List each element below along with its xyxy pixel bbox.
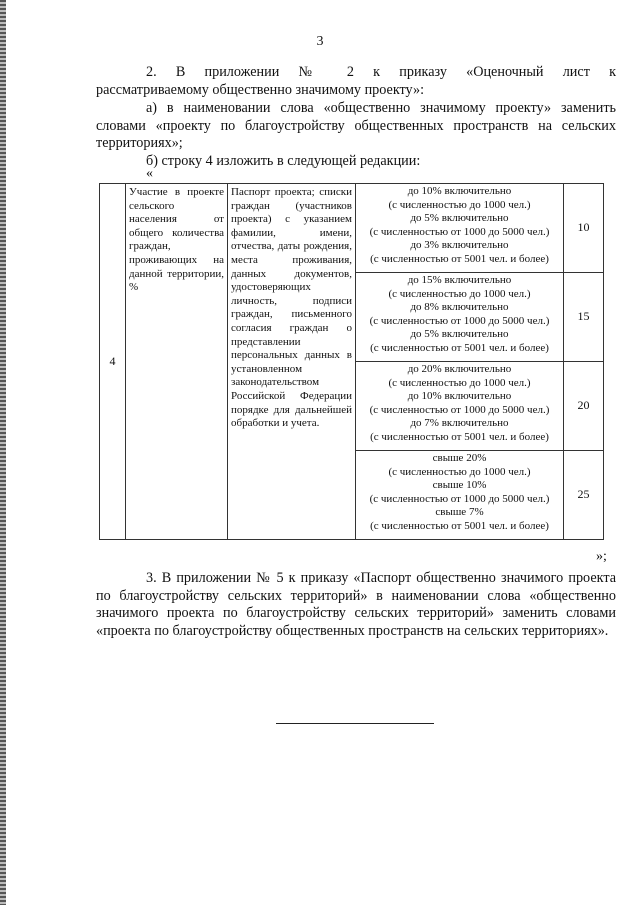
condition-line: (с численностью до 1000 чел.): [388, 465, 531, 478]
condition-line: (с численностью до 1000 чел.): [388, 287, 531, 300]
opening-quote: «: [146, 166, 153, 181]
condition-line: (с численностью от 1000 до 5000 чел.): [369, 314, 550, 327]
condition-line: до 20% включительно: [407, 363, 512, 375]
item2-subitem-a: а) в наименовании слова «общественно значимому проекту» заменить словами «проекту по благоустройству общественных пространств на сельских территориях»;: [96, 100, 616, 151]
table-row: [100, 184, 604, 273]
documents-cell: Паспорт проекта; списки граждан (участников проекта) с указанием фамилии, имени, отчества, даты рождения, места проживания, данных документов, удостоверяющих личность, подписи граждан, письменного согласия граждан о представлении персональных данных в установленном законодательством Российской Федерации порядке для дальнейшей обработки и учета.: [228, 184, 356, 540]
condition-line: (с численностью от 5001 чел. и более): [370, 341, 549, 354]
condition-line: свыше 20%: [432, 452, 487, 464]
condition-line: до 10% включительно: [407, 390, 512, 403]
condition-line: до 3% включительно: [410, 239, 509, 252]
condition-line: (с численностью до 1000 чел.): [388, 198, 531, 211]
condition-line: до 15% включительно: [407, 274, 512, 286]
scan-binding-edge: [0, 0, 6, 905]
signoff-line: [276, 723, 434, 724]
condition-line: свыше 7%: [435, 506, 484, 519]
condition-line: (с численностью от 1000 до 5000 чел.): [369, 492, 550, 505]
criteria-table: [99, 183, 604, 540]
condition-line: (с численностью от 5001 чел. и более): [370, 519, 549, 532]
condition-line: свыше 10%: [432, 479, 487, 492]
condition-line: до 5% включительно: [410, 328, 509, 341]
criterion-cell: Участие в проекте сельского населения от общего количества граждан, проживающих на данной территории, %: [126, 184, 228, 540]
score-cell: 25: [564, 451, 604, 540]
condition-line: до 5% включительно: [410, 212, 509, 225]
condition-line: (с численностью от 5001 чел. и более): [370, 252, 549, 265]
condition-cell: [356, 184, 564, 273]
score-cell: 20: [564, 362, 604, 451]
condition-line: (с численностью от 5001 чел. и более): [370, 430, 549, 443]
item2-line1: 2. В приложении № 2 к приказу «Оценочный лист к: [146, 64, 616, 80]
condition-line: (с численностью до 1000 чел.): [388, 376, 531, 389]
condition-line: до 8% включительно: [410, 301, 509, 314]
item3-paragraph: 3. В приложении № 5 к приказу «Паспорт общественно значимого проекта по благоустройству сельских территорий» в наименовании слова «общественно значимого проекта по благоустройству сельских территорий» заменить словами «проекта по благоустройству общественных пространств на сельских территориях».: [96, 570, 616, 639]
closing-quote: »;: [596, 549, 607, 564]
condition-line: до 7% включительно: [410, 417, 509, 430]
row-number: 4: [100, 184, 126, 540]
condition-line: до 10% включительно: [407, 185, 512, 197]
condition-cell: [356, 451, 564, 540]
score-cell: 15: [564, 273, 604, 362]
item2-subitem-b: б) строку 4 изложить в следующей редакции:: [146, 153, 421, 169]
condition-line: (с численностью от 1000 до 5000 чел.): [369, 403, 550, 416]
score-cell: 10: [564, 184, 604, 273]
condition-cell: [356, 273, 564, 362]
item2-line2: рассматриваемому общественно значимому проекту»:: [96, 82, 425, 98]
page-number: 3: [316, 34, 324, 49]
condition-line: (с численностью от 1000 до 5000 чел.): [369, 225, 550, 238]
condition-cell: [356, 362, 564, 451]
